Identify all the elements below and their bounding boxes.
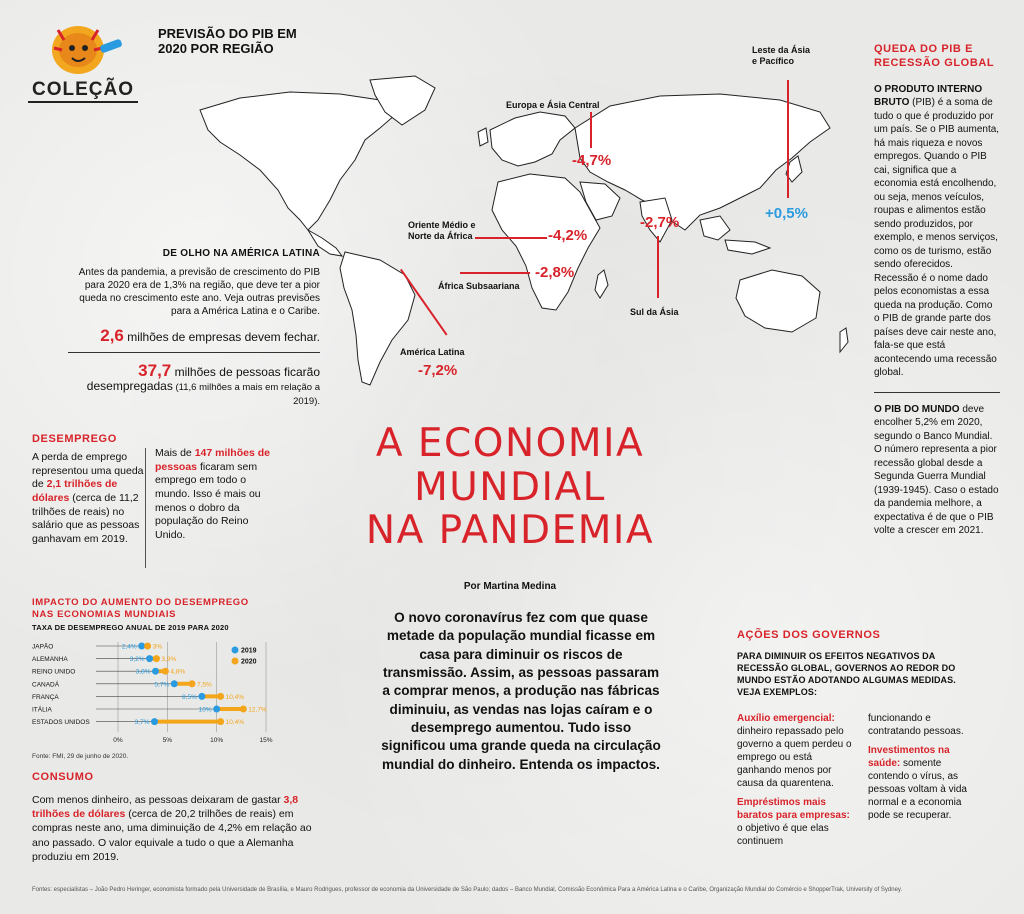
x-tick-label: 0% [113, 737, 123, 745]
latin-america-divider [68, 352, 320, 353]
consumption-text-b: (cerca de 20,2 trilhões de reais) em compras neste ano, uma diminuição de 4,2% em relação ao ano passado. O valor equivale a tudo o que a Alemanha produziu em 2019. [32, 808, 312, 863]
map-title: PREVISÃO DO PIB EM 2020 POR REGIÃO [158, 26, 297, 56]
recession-title: QUEDA DO PIB E RECESSÃO GLOBAL [874, 43, 995, 70]
logo-text: COLEÇÃO [28, 79, 138, 103]
data-label-2020: 12,7% [248, 706, 267, 714]
unemployment-chart [28, 636, 278, 751]
action-health-investment [868, 744, 983, 822]
action-emergency-aid-head: Auxílio emergencial: [737, 713, 835, 724]
main-title-line-1: A ECONOMIA [375, 421, 645, 466]
data-point-2020 [217, 718, 224, 725]
leader-line-sul-asia [657, 236, 659, 298]
unemployment-text-2-b: ficaram sem emprego em todo o mundo. Isso é mais ou menos o dobro da população do Reino Unido. [155, 460, 261, 541]
unemployment-text-1 [32, 451, 144, 546]
sources-footer: Fontes: especialistas – João Pedro Heringer, economista formado pela Universidade de Brasília, e Mauro Rodrigues, professor de economia da Universidade de São Paulo; dados – Banco Mundial, Comissão Econômica Para a América Latina e o Caribe, Organização Mundial do Comércio e ShopperTrak, University of Sydney. [32, 887, 903, 893]
region-label-america-latina: América Latina [400, 347, 465, 357]
main-title-line-3: NA PANDEMIA [365, 508, 655, 554]
stat-unemployed-note: (11,6 milhões a mais em relação a 2019). [172, 382, 320, 408]
latin-america-stat-unemployed [68, 361, 320, 408]
x-tick-label: 15% [259, 737, 273, 745]
x-tick-label: 5% [162, 737, 173, 745]
latin-america-title: DE OLHO NA AMÉRICA LATINA [162, 248, 320, 259]
main-title [320, 422, 700, 553]
unemployment-highlight-1: 2,1 trilhões de dólares [32, 478, 118, 504]
world-gdp-term: O PIB DO MUNDO [874, 403, 960, 415]
world-gdp-paragraph [874, 403, 1000, 538]
category-label: ITÁLIA [32, 706, 52, 714]
data-point-2020 [144, 643, 151, 650]
action-cheap-loans-text: o objetivo é que elas continuem [737, 823, 829, 847]
right-column-divider [874, 392, 1000, 393]
region-value-africa: -2,8% [535, 264, 575, 281]
category-label: FRANÇA [32, 693, 59, 701]
legend-label: 2019 [241, 647, 257, 655]
category-label: CANADÁ [32, 681, 60, 689]
region-value-sul-asia: -2,7% [640, 214, 680, 231]
stat-companies-number: 2,6 [100, 326, 124, 345]
data-label-2019: 3,8% [135, 668, 151, 676]
uk-shape [478, 128, 488, 146]
action-cheap-loans [737, 796, 855, 848]
category-label: ALEMANHA [32, 656, 68, 664]
right-column [874, 42, 1000, 538]
main-title-line-2: MUNDIAL [414, 464, 606, 510]
unemployment-divider [145, 448, 146, 568]
gdp-paragraph [874, 83, 1000, 380]
data-point-2019 [151, 718, 158, 725]
category-label: JAPÃO [32, 643, 54, 651]
government-actions-intro: PARA DIMINUIR OS EFEITOS NEGATIVOS DA RECESSÃO GLOBAL, GOVERNOS AO REDOR DO MUNDO ESTÃO ADOTANDO ALGUMAS MEDIDAS. VEJA EXEMPLOS: [737, 651, 956, 698]
action-health-head: Investimentos na saúde: [868, 745, 950, 769]
se-asia-shape [700, 216, 770, 254]
chart-source: Fonte: FMI, 29 de junho de 2020. [32, 753, 129, 760]
data-label-2020: 10,4% [225, 719, 245, 727]
consumption-text-a: Com menos dinheiro, as pessoas deixaram de gastar [32, 794, 284, 806]
data-label-2020: 7,5% [197, 681, 212, 689]
region-label-sul-asia: Sul da Ásia [630, 307, 679, 317]
data-point-2020 [162, 668, 169, 675]
stat-unemployed-text: milhões de pessoas ficarão desempregadas [86, 364, 320, 394]
region-label-europa: Europa e Ásia Central [506, 100, 600, 110]
consumption-highlight: 3,8 trilhões de dólares [32, 794, 299, 821]
data-label-2019: 8,5% [182, 693, 197, 701]
consumption-text [32, 793, 317, 864]
stat-companies-text: milhões de empresas devem fechar. [123, 330, 320, 344]
data-point-2020 [240, 706, 247, 713]
leader-line-leste-asia [787, 80, 789, 198]
legend-marker-2020 [232, 658, 239, 665]
region-label-africa: África Subsaariana [438, 281, 520, 291]
data-label-2020: 4,8% [170, 668, 186, 676]
byline: Por Martina Medina [463, 581, 557, 592]
legend-label: 2020 [241, 658, 257, 666]
intro-text: O novo coronavírus fez com que quase metade da população mundial ficasse em casa para diminuir os riscos de transmissão. Assim, as pessoas passaram a comprar menos, a produção nas fábricas diminuiu, as vendas nas lojas caíram e o desemprego aumentou. Tudo isso significou uma grande queda na circulação mundial do dinheiro. Entenda os impactos. [381, 610, 661, 772]
action-emergency-aid [737, 712, 855, 790]
data-point-2019 [171, 680, 178, 687]
chart-title: IMPACTO DO AUMENTO DO DESEMPREGO NAS ECONOMIAS MUNDIAIS [32, 597, 249, 620]
data-point-2019 [152, 668, 159, 675]
category-label: REINO UNIDO [32, 668, 76, 676]
consumption-title: CONSUMO [32, 771, 94, 783]
data-point-2019 [146, 655, 153, 662]
region-value-america-latina: -7,2% [418, 362, 458, 379]
world-gdp-text: deve encolher 5,2% em 2020, segundo o Banco Mundial. O número representa a pior recessão global desde a Segunda Guerra Mundial (1939-1945). Caso o estado da pandemia melhore, a expectativa é de que o PIB volte a crescer em 2021. [874, 403, 999, 537]
unemployment-text-1-a: A perda de emprego representou uma queda de [32, 451, 144, 491]
legend-marker-2019 [232, 647, 239, 654]
leader-line-oriente [475, 237, 547, 239]
region-value-oriente: -4,2% [548, 227, 588, 244]
data-point-2019 [198, 693, 205, 700]
leader-line-europa [590, 112, 592, 148]
data-label-2020: 10,4% [225, 693, 245, 701]
unemployment-text-2-a: Mais de [155, 447, 195, 459]
unemployment-text-2 [155, 447, 270, 542]
data-point-2020 [189, 680, 196, 687]
region-label-oriente: Oriente Médio e Norte da África [408, 220, 476, 241]
region-value-leste-asia: +0,5% [765, 205, 808, 222]
north-america-shape [200, 92, 395, 230]
government-actions-col-1 [737, 712, 855, 854]
action-cheap-loans-continued: funcionando e contratando pessoas. [868, 713, 964, 737]
category-label: ESTADOS UNIDOS [32, 719, 90, 727]
europe-shape [490, 112, 575, 166]
data-point-2020 [217, 693, 224, 700]
new-zealand-shape [840, 328, 848, 352]
logo [28, 18, 138, 103]
action-emergency-aid-text: dinheiro repassado pelo governo a quem perdeu o emprego ou está ganhando menos por causa da quarentena. [737, 726, 852, 789]
latin-america-text: Antes da pandemia, a previsão de crescimento do PIB para 2020 era de 1,3% na região, que deve ter a pior queda no crescimento este ano. Veja outras previsões para a América Latina e o Caribe. [78, 267, 320, 317]
data-label-2019: 5,7% [154, 681, 170, 689]
region-label-leste-asia: Leste da Ásia e Pacífico [752, 45, 811, 66]
action-cheap-loans-head: Empréstimos mais baratos para empresas: [737, 797, 850, 821]
unemployment-text-1-b: (cerca de 11,2 trilhões de reais) no salário que as pessoas ganhavam em 2019. [32, 491, 140, 545]
action-health-text: somente contendo o vírus, as pessoas voltam à vida normal e a economia pode se recuperar. [868, 758, 967, 821]
madagascar-shape [595, 270, 608, 298]
gdp-definition: (PIB) é a soma de tudo o que é produzido por um país. Se o PIB aumenta, há mais riqueza e novos empregos. Quando o PIB cai, significa que a economia está encolhendo, ou seja, menos veículos, roupas e alimentos estão sendo produzidos, por exemplo, e menos serviços, como os de turismo, estão sendo oferecidos. Recessão é o nome dado pelos economistas a essa queda na produção. Como o PIB de grande parte dos países deve cair neste ano, fala-se que está acontecendo uma recessão global. [874, 97, 1000, 379]
lion-mascot-icon [28, 18, 138, 80]
gdp-term: O PRODUTO INTERNO BRUTO [874, 83, 983, 109]
data-label-2020: 3,9% [161, 656, 177, 664]
region-value-europa: -4,7% [572, 152, 612, 169]
data-label-2019: 10% [198, 706, 212, 714]
x-tick-label: 10% [210, 737, 224, 745]
data-label-2019: 3,7% [134, 719, 150, 727]
data-label-2020: 3% [152, 643, 163, 651]
unemployment-highlight-2: 147 milhões de pessoas [155, 447, 270, 473]
latin-america-box [68, 248, 320, 408]
data-point-2019 [213, 706, 220, 713]
stat-unemployed-number: 37,7 [138, 360, 172, 380]
leader-line-africa [460, 272, 530, 274]
data-point-2020 [153, 655, 160, 662]
government-actions-title: AÇÕES DOS GOVERNOS [737, 629, 881, 641]
data-label-2019: 2,4% [121, 643, 137, 651]
government-actions-col-2 [868, 712, 983, 828]
unemployment-title: DESEMPREGO [32, 433, 117, 445]
latin-america-stat-companies [68, 326, 320, 346]
chart-subtitle: TAXA DE DESEMPREGO ANUAL DE 2019 PARA 2020 [32, 623, 229, 632]
australia-shape [736, 270, 820, 332]
data-label-2019: 3,2% [129, 656, 145, 664]
